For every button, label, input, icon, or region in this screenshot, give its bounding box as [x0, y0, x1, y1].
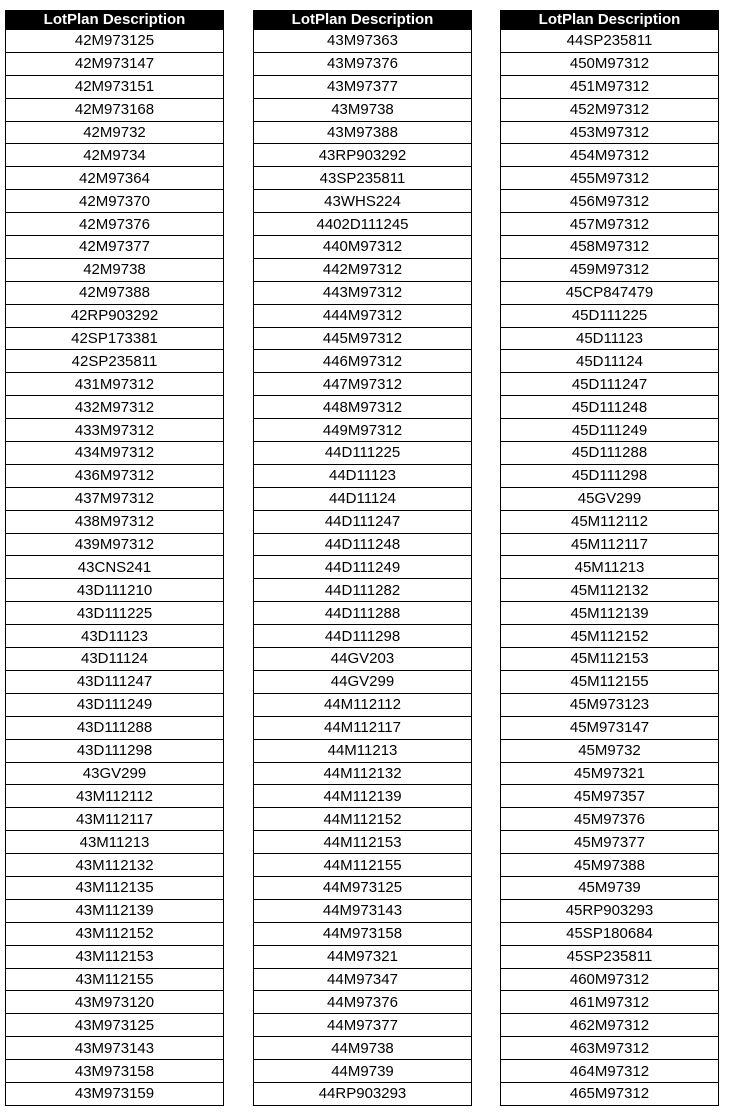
lotplan-cell: 44M112139	[254, 785, 472, 808]
lotplan-cell: 453M97312	[501, 121, 719, 144]
table-row	[254, 1014, 472, 1037]
table-row	[501, 396, 719, 419]
lotplan-cell: 44M973125	[254, 876, 472, 899]
lotplan-cell: 42SP173381	[6, 327, 224, 350]
lotplan-cell: 44M112132	[254, 762, 472, 785]
lotplan-cell: 43D111247	[6, 670, 224, 693]
lotplan-cell: 44M97377	[254, 1014, 472, 1037]
table-row	[6, 1060, 224, 1083]
table-row	[254, 121, 472, 144]
lotplan-cell: 439M97312	[6, 533, 224, 556]
table-row	[6, 876, 224, 899]
table-row	[6, 945, 224, 968]
lotplan-table-3	[500, 10, 719, 1106]
lotplan-cell: 436M97312	[6, 464, 224, 487]
lotplan-cell: 44D11124	[254, 487, 472, 510]
table-row	[501, 876, 719, 899]
table-row	[501, 670, 719, 693]
table-row	[254, 579, 472, 602]
table-row	[501, 213, 719, 236]
table-row	[6, 693, 224, 716]
table-row	[6, 419, 224, 442]
lotplan-cell: 434M97312	[6, 442, 224, 465]
table-row	[254, 899, 472, 922]
table-row	[501, 419, 719, 442]
lotplan-cell: 45CP847479	[501, 281, 719, 304]
lotplan-cell: 456M97312	[501, 190, 719, 213]
lotplan-cell: 43M9738	[254, 98, 472, 121]
table-row	[6, 625, 224, 648]
lotplan-cell: 45M112155	[501, 670, 719, 693]
table-row	[501, 121, 719, 144]
table-row	[6, 922, 224, 945]
lotplan-cell: 45M112132	[501, 579, 719, 602]
table-row	[254, 648, 472, 671]
table-row	[254, 854, 472, 877]
lotplan-cell: 446M97312	[254, 350, 472, 373]
column-header: LotPlan Description	[6, 11, 224, 30]
lotplan-cell: 442M97312	[254, 258, 472, 281]
lotplan-cell: 44M97321	[254, 945, 472, 968]
table-row	[254, 350, 472, 373]
lotplan-cell: 44M973158	[254, 922, 472, 945]
table-row	[254, 808, 472, 831]
lotplan-cell: 42SP235811	[6, 350, 224, 373]
table-row	[6, 442, 224, 465]
table-row	[501, 968, 719, 991]
table-row	[254, 442, 472, 465]
lotplan-cell: 455M97312	[501, 167, 719, 190]
lotplan-cell: 460M97312	[501, 968, 719, 991]
table-row	[6, 350, 224, 373]
lotplan-cell: 448M97312	[254, 396, 472, 419]
table-row	[254, 190, 472, 213]
lotplan-cell: 45M112152	[501, 625, 719, 648]
table-row	[501, 579, 719, 602]
lotplan-cell: 45M97388	[501, 854, 719, 877]
lotplan-cell: 42M973125	[6, 30, 224, 53]
table-row	[6, 991, 224, 1014]
lotplan-cell: 45M9732	[501, 739, 719, 762]
table-row	[501, 739, 719, 762]
table-row	[501, 922, 719, 945]
table-row	[6, 602, 224, 625]
lotplan-cell: 45SP235811	[501, 945, 719, 968]
table-row	[6, 968, 224, 991]
lotplan-cell: 43GV299	[6, 762, 224, 785]
lotplan-cell: 454M97312	[501, 144, 719, 167]
column-header: LotPlan Description	[501, 11, 719, 30]
table-row	[6, 396, 224, 419]
lotplan-cell: 42M9734	[6, 144, 224, 167]
table-row	[501, 1037, 719, 1060]
column-header: LotPlan Description	[254, 11, 472, 30]
lotplan-cell: 43D111298	[6, 739, 224, 762]
table-row	[254, 945, 472, 968]
table-row	[254, 144, 472, 167]
lotplan-cell: 45M97377	[501, 831, 719, 854]
lotplan-cell: 433M97312	[6, 419, 224, 442]
lotplan-cell: 43M973158	[6, 1060, 224, 1083]
lotplan-cell: 42M97364	[6, 167, 224, 190]
table-row	[254, 1082, 472, 1105]
table-row	[501, 808, 719, 831]
lotplan-cell: 42M973168	[6, 98, 224, 121]
lotplan-cell: 43M97376	[254, 52, 472, 75]
lotplan-cell: 43D111225	[6, 602, 224, 625]
lotplan-cell: 45M112117	[501, 533, 719, 556]
lotplan-cell: 44D111298	[254, 625, 472, 648]
lotplan-cell: 45M112139	[501, 602, 719, 625]
lotplan-cell: 44D111225	[254, 442, 472, 465]
lotplan-cell: 42M9738	[6, 258, 224, 281]
lotplan-cell: 43M973120	[6, 991, 224, 1014]
lotplan-cell: 43M973143	[6, 1037, 224, 1060]
lotplan-cell: 44M112112	[254, 693, 472, 716]
lotplan-cell: 45D111248	[501, 396, 719, 419]
table-row	[254, 419, 472, 442]
lotplan-cell: 44RP903293	[254, 1082, 472, 1105]
table-row	[254, 739, 472, 762]
lotplan-cell: 45M973123	[501, 693, 719, 716]
table-row	[6, 670, 224, 693]
table-row	[6, 75, 224, 98]
lotplan-cell: 437M97312	[6, 487, 224, 510]
table-row	[6, 739, 224, 762]
table-row	[254, 258, 472, 281]
lotplan-cell: 45M112153	[501, 648, 719, 671]
table-row	[6, 831, 224, 854]
table-row	[501, 602, 719, 625]
table-row	[6, 1037, 224, 1060]
lotplan-cell: 43M97363	[254, 30, 472, 53]
table-row	[254, 625, 472, 648]
lotplan-cell: 43D11123	[6, 625, 224, 648]
table-row	[254, 167, 472, 190]
table-row	[6, 281, 224, 304]
table-row	[254, 373, 472, 396]
table-row	[501, 75, 719, 98]
lotplan-cell: 44GV203	[254, 648, 472, 671]
lotplan-cell: 45M97357	[501, 785, 719, 808]
lotplan-cell: 43M112155	[6, 968, 224, 991]
lotplan-cell: 42M97376	[6, 213, 224, 236]
lotplan-cell: 44SP235811	[501, 30, 719, 53]
lotplan-cell: 458M97312	[501, 236, 719, 259]
table-row	[501, 98, 719, 121]
lotplan-cell: 45D111298	[501, 464, 719, 487]
lotplan-cell: 447M97312	[254, 373, 472, 396]
table-row	[6, 304, 224, 327]
lotplan-cell: 449M97312	[254, 419, 472, 442]
table-row	[254, 991, 472, 1014]
lotplan-cell: 44GV299	[254, 670, 472, 693]
table-row	[501, 556, 719, 579]
lotplan-cell: 44D111249	[254, 556, 472, 579]
table-row	[254, 396, 472, 419]
table-row	[254, 464, 472, 487]
lotplan-cell: 438M97312	[6, 510, 224, 533]
lotplan-cell: 45M97376	[501, 808, 719, 831]
table-row	[501, 1014, 719, 1037]
table-row	[254, 533, 472, 556]
lotplan-cell: 42M97388	[6, 281, 224, 304]
lotplan-cell: 42M97377	[6, 236, 224, 259]
lotplan-cell: 44M112155	[254, 854, 472, 877]
lotplan-cell: 42RP903292	[6, 304, 224, 327]
lotplan-cell: 45D111225	[501, 304, 719, 327]
table-row	[6, 258, 224, 281]
table-row	[6, 1082, 224, 1105]
table-row	[6, 167, 224, 190]
lotplan-cell: 44M973143	[254, 899, 472, 922]
table-row	[6, 52, 224, 75]
table-row	[254, 281, 472, 304]
table-row	[501, 854, 719, 877]
lotplan-cell: 45D11123	[501, 327, 719, 350]
table-row	[501, 693, 719, 716]
table-row	[6, 464, 224, 487]
lotplan-cell: 431M97312	[6, 373, 224, 396]
table-row	[6, 121, 224, 144]
lotplan-cell: 45M11213	[501, 556, 719, 579]
table-row	[254, 52, 472, 75]
lotplan-cell: 45M97321	[501, 762, 719, 785]
table-row	[6, 213, 224, 236]
table-row	[501, 281, 719, 304]
table-row	[254, 693, 472, 716]
table-row	[6, 533, 224, 556]
table-row	[254, 327, 472, 350]
lotplan-cell: 440M97312	[254, 236, 472, 259]
table-row	[501, 899, 719, 922]
table-row	[6, 854, 224, 877]
lotplan-cell: 462M97312	[501, 1014, 719, 1037]
lotplan-cell: 43M973159	[6, 1082, 224, 1105]
table-row	[6, 716, 224, 739]
table-row	[501, 648, 719, 671]
table-row	[6, 190, 224, 213]
lotplan-cell: 45D111288	[501, 442, 719, 465]
table-row	[501, 30, 719, 53]
table-row	[254, 602, 472, 625]
table-row	[6, 808, 224, 831]
lotplan-cell: 44D11123	[254, 464, 472, 487]
table-row	[254, 213, 472, 236]
lotplan-cell: 43M112117	[6, 808, 224, 831]
table-row	[501, 1082, 719, 1105]
table-row	[501, 442, 719, 465]
lotplan-cell: 43WHS224	[254, 190, 472, 213]
lotplan-cell: 444M97312	[254, 304, 472, 327]
lotplan-cell: 43M97388	[254, 121, 472, 144]
lotplan-cell: 43CNS241	[6, 556, 224, 579]
lotplan-cell: 45M112112	[501, 510, 719, 533]
lotplan-cell: 44M112152	[254, 808, 472, 831]
lotplan-cell: 4402D111245	[254, 213, 472, 236]
lotplan-cell: 43SP235811	[254, 167, 472, 190]
lotplan-cell: 43D111249	[6, 693, 224, 716]
table-row	[6, 373, 224, 396]
table-row	[501, 945, 719, 968]
table-row	[501, 190, 719, 213]
lotplan-cell: 42M973151	[6, 75, 224, 98]
table-row	[6, 144, 224, 167]
lotplan-cell: 43M112152	[6, 922, 224, 945]
lotplan-cell: 43M112132	[6, 854, 224, 877]
table-row	[6, 556, 224, 579]
table-row	[6, 236, 224, 259]
table-row	[501, 52, 719, 75]
table-row	[6, 762, 224, 785]
lotplan-cell: 44D111247	[254, 510, 472, 533]
lotplan-table-2	[253, 10, 472, 1106]
table-row	[254, 922, 472, 945]
table-row	[254, 968, 472, 991]
table-row	[6, 487, 224, 510]
table-row	[501, 167, 719, 190]
table-row	[254, 304, 472, 327]
table-row	[501, 762, 719, 785]
table-row	[6, 579, 224, 602]
lotplan-cell: 43M97377	[254, 75, 472, 98]
lotplan-cell: 451M97312	[501, 75, 719, 98]
lotplan-cell: 45D11124	[501, 350, 719, 373]
lotplan-cell: 445M97312	[254, 327, 472, 350]
lotplan-cell: 450M97312	[501, 52, 719, 75]
lotplan-cell: 43M11213	[6, 831, 224, 854]
lotplan-cell: 45M973147	[501, 716, 719, 739]
lotplan-table-1	[5, 10, 224, 1106]
table-row	[254, 1037, 472, 1060]
lotplan-cell: 44M11213	[254, 739, 472, 762]
table-row	[254, 785, 472, 808]
table-row	[254, 876, 472, 899]
table-row	[501, 625, 719, 648]
table-row	[254, 510, 472, 533]
table-row	[6, 510, 224, 533]
lotplan-cell: 443M97312	[254, 281, 472, 304]
lotplan-cell: 45D111249	[501, 419, 719, 442]
table-row	[501, 487, 719, 510]
lotplan-cell: 43D111288	[6, 716, 224, 739]
table-row	[6, 98, 224, 121]
lotplan-cell: 43M112139	[6, 899, 224, 922]
lotplan-cell: 43D111210	[6, 579, 224, 602]
table-row	[501, 304, 719, 327]
table-row	[501, 785, 719, 808]
lotplan-cell: 45RP903293	[501, 899, 719, 922]
lotplan-cell: 44D111248	[254, 533, 472, 556]
lotplan-cell: 465M97312	[501, 1082, 719, 1105]
lotplan-cell: 44M9739	[254, 1060, 472, 1083]
lotplan-cell: 44M112153	[254, 831, 472, 854]
table-row	[501, 533, 719, 556]
lotplan-cell: 44M97376	[254, 991, 472, 1014]
lotplan-cell: 463M97312	[501, 1037, 719, 1060]
table-row	[501, 716, 719, 739]
lotplan-cell: 45M9739	[501, 876, 719, 899]
lotplan-cell: 459M97312	[501, 258, 719, 281]
lotplan-cell: 44D111282	[254, 579, 472, 602]
table-row	[501, 350, 719, 373]
table-row	[6, 648, 224, 671]
lotplan-cell: 43M112153	[6, 945, 224, 968]
lotplan-cell: 43M112135	[6, 876, 224, 899]
table-row	[501, 258, 719, 281]
lotplan-cell: 42M9732	[6, 121, 224, 144]
table-row	[254, 716, 472, 739]
table-row	[254, 556, 472, 579]
table-row	[254, 762, 472, 785]
lotplan-cell: 464M97312	[501, 1060, 719, 1083]
table-row	[254, 670, 472, 693]
lotplan-cell: 45GV299	[501, 487, 719, 510]
table-row	[254, 1060, 472, 1083]
lotplan-cell: 44M112117	[254, 716, 472, 739]
lotplan-cell: 43M112112	[6, 785, 224, 808]
table-row	[6, 785, 224, 808]
lotplan-cell: 43M973125	[6, 1014, 224, 1037]
lotplan-cell: 43D11124	[6, 648, 224, 671]
lotplan-cell: 44M97347	[254, 968, 472, 991]
lotplan-cell: 45SP180684	[501, 922, 719, 945]
table-row	[501, 831, 719, 854]
lotplan-cell: 43RP903292	[254, 144, 472, 167]
lotplan-cell: 42M97370	[6, 190, 224, 213]
table-row	[6, 899, 224, 922]
lotplan-cell: 42M973147	[6, 52, 224, 75]
table-row	[254, 30, 472, 53]
lotplan-cell: 45D111247	[501, 373, 719, 396]
table-row	[501, 510, 719, 533]
lotplan-cell: 44M9738	[254, 1037, 472, 1060]
lotplan-cell: 457M97312	[501, 213, 719, 236]
table-row	[501, 144, 719, 167]
table-row	[254, 236, 472, 259]
table-row	[254, 831, 472, 854]
table-row	[501, 464, 719, 487]
lotplan-cell: 44D111288	[254, 602, 472, 625]
table-row	[6, 1014, 224, 1037]
table-row	[501, 1060, 719, 1083]
lotplan-cell: 452M97312	[501, 98, 719, 121]
table-row	[501, 373, 719, 396]
table-row	[254, 98, 472, 121]
table-row	[254, 487, 472, 510]
table-row	[501, 327, 719, 350]
table-row	[254, 75, 472, 98]
table-row	[6, 327, 224, 350]
lotplan-cell: 461M97312	[501, 991, 719, 1014]
table-row	[501, 991, 719, 1014]
table-row	[501, 236, 719, 259]
table-row	[6, 30, 224, 53]
lotplan-cell: 432M97312	[6, 396, 224, 419]
